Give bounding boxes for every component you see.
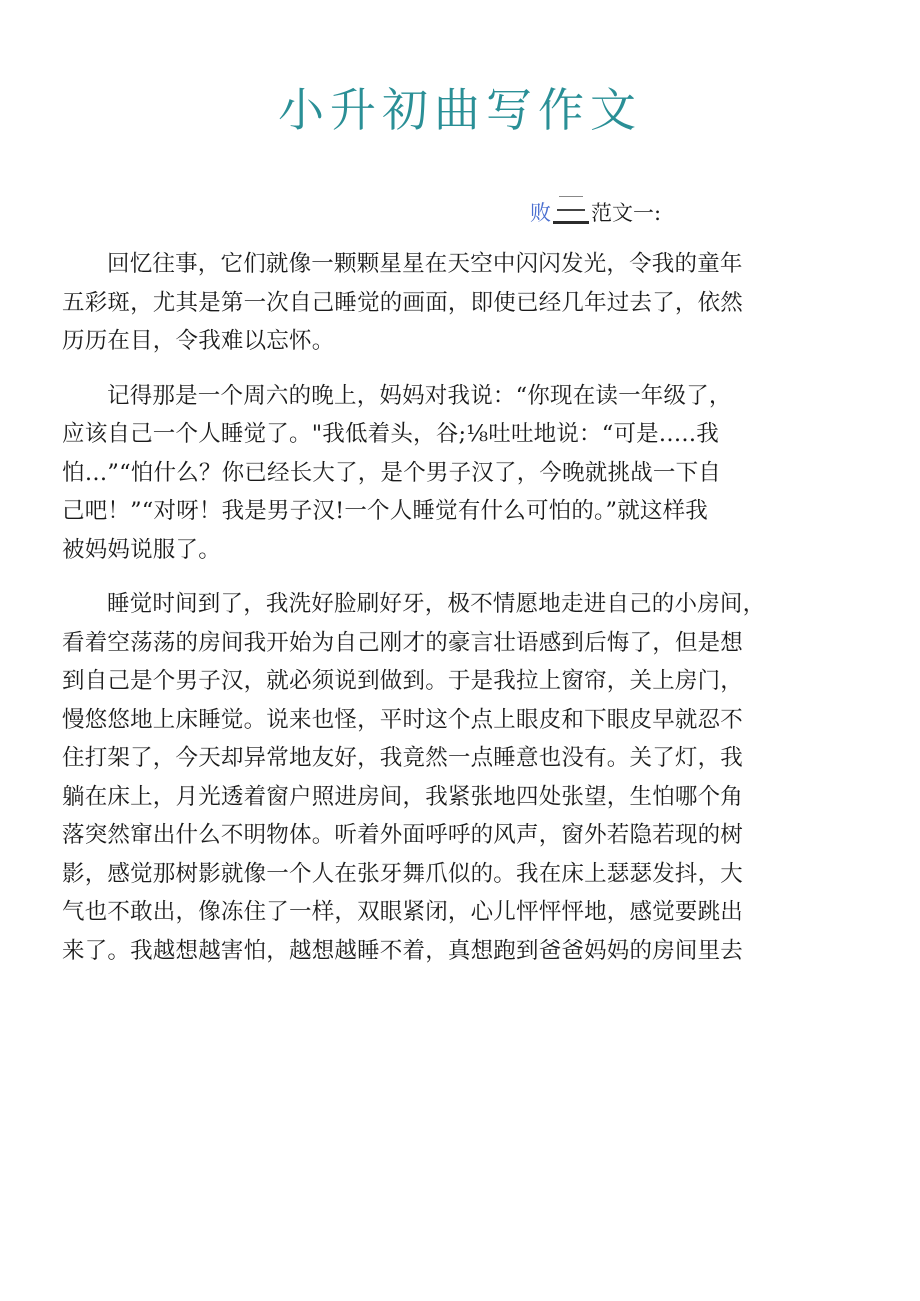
text-line: 慢悠悠地上床睡觉。说来也怪，平时这个点上眼皮和下眼皮早就忍不 bbox=[62, 706, 744, 733]
text-line: 到自己是个男子汉，就必须说到做到。于是我拉上窗帘，关上房门， bbox=[62, 668, 744, 694]
text-line: 被妈妈说服了。 bbox=[62, 536, 221, 563]
essay-body bbox=[62, 245, 862, 970]
text-line: 气也不敢出，像冻住了一样，双眼紧闭，心儿怦怦怦地，感觉要跳出 bbox=[62, 899, 744, 925]
text-line: 己吧！”“对呀！我是男子汉!一个人睡觉有什么可怕的。”就这样我 bbox=[62, 498, 709, 524]
text-line: 来了。我越想越害怕，越想越睡不着，真想跑到爸爸妈妈的房间里去 bbox=[62, 937, 744, 964]
paragraph-1 bbox=[62, 245, 862, 361]
text-line: 睡觉时间到了，我洗好脸刷好牙，极不情愿地走进自己的小房间， bbox=[107, 591, 766, 617]
text-line: 回忆往事，它们就像一颗颗星星在天空中闪闪发光，令我的童年 bbox=[107, 251, 743, 277]
page-title: 小升初曲写作文 bbox=[278, 83, 642, 137]
paragraph-2 bbox=[62, 377, 862, 570]
text-line: 历历在目，令我难以忘怀。 bbox=[62, 328, 335, 354]
text-line: 住打架了，今天却异常地友好，我竟然一点睡意也没有。关了灯，我 bbox=[62, 745, 744, 771]
section-heading-label: 范文一: bbox=[591, 201, 662, 225]
text-line: 五彩斑，尤其是第一次自己睡觉的画面，即使已经几年过去了，依然 bbox=[62, 289, 744, 316]
text-line: 影，感觉那树影就像一个人在张牙舞爪似的。我在床上瑟瑟发抖，大 bbox=[62, 860, 744, 887]
scan-artifact-mark bbox=[553, 204, 589, 226]
text-line: 应该自己一个人睡觉了。"我低着头，谷;⅛吐吐地说：“可是.….我 bbox=[62, 421, 719, 447]
text-line: 记得那是一个周六的晚上，妈妈对我说：“你现在读一年级了， bbox=[107, 382, 732, 409]
text-line: 落突然窜出什么不明物体。听着外面呼呼的风声，窗外若隐若现的树 bbox=[62, 822, 744, 848]
text-line: 躺在床上，月光透着窗户照进房间，我紧张地四处张望，生怕哪个角 bbox=[62, 783, 744, 810]
section-heading-prefix: 败 bbox=[530, 201, 551, 225]
text-line: 怕…”“怕什么？你已经长大了，是个男子汉了，今晚就挑战一下自 bbox=[62, 459, 722, 486]
paragraph-3 bbox=[62, 585, 862, 970]
text-line: 看着空荡荡的房间我开始为自己刚才的豪言壮语感到后悔了，但是想 bbox=[62, 629, 744, 656]
section-heading bbox=[530, 196, 661, 230]
